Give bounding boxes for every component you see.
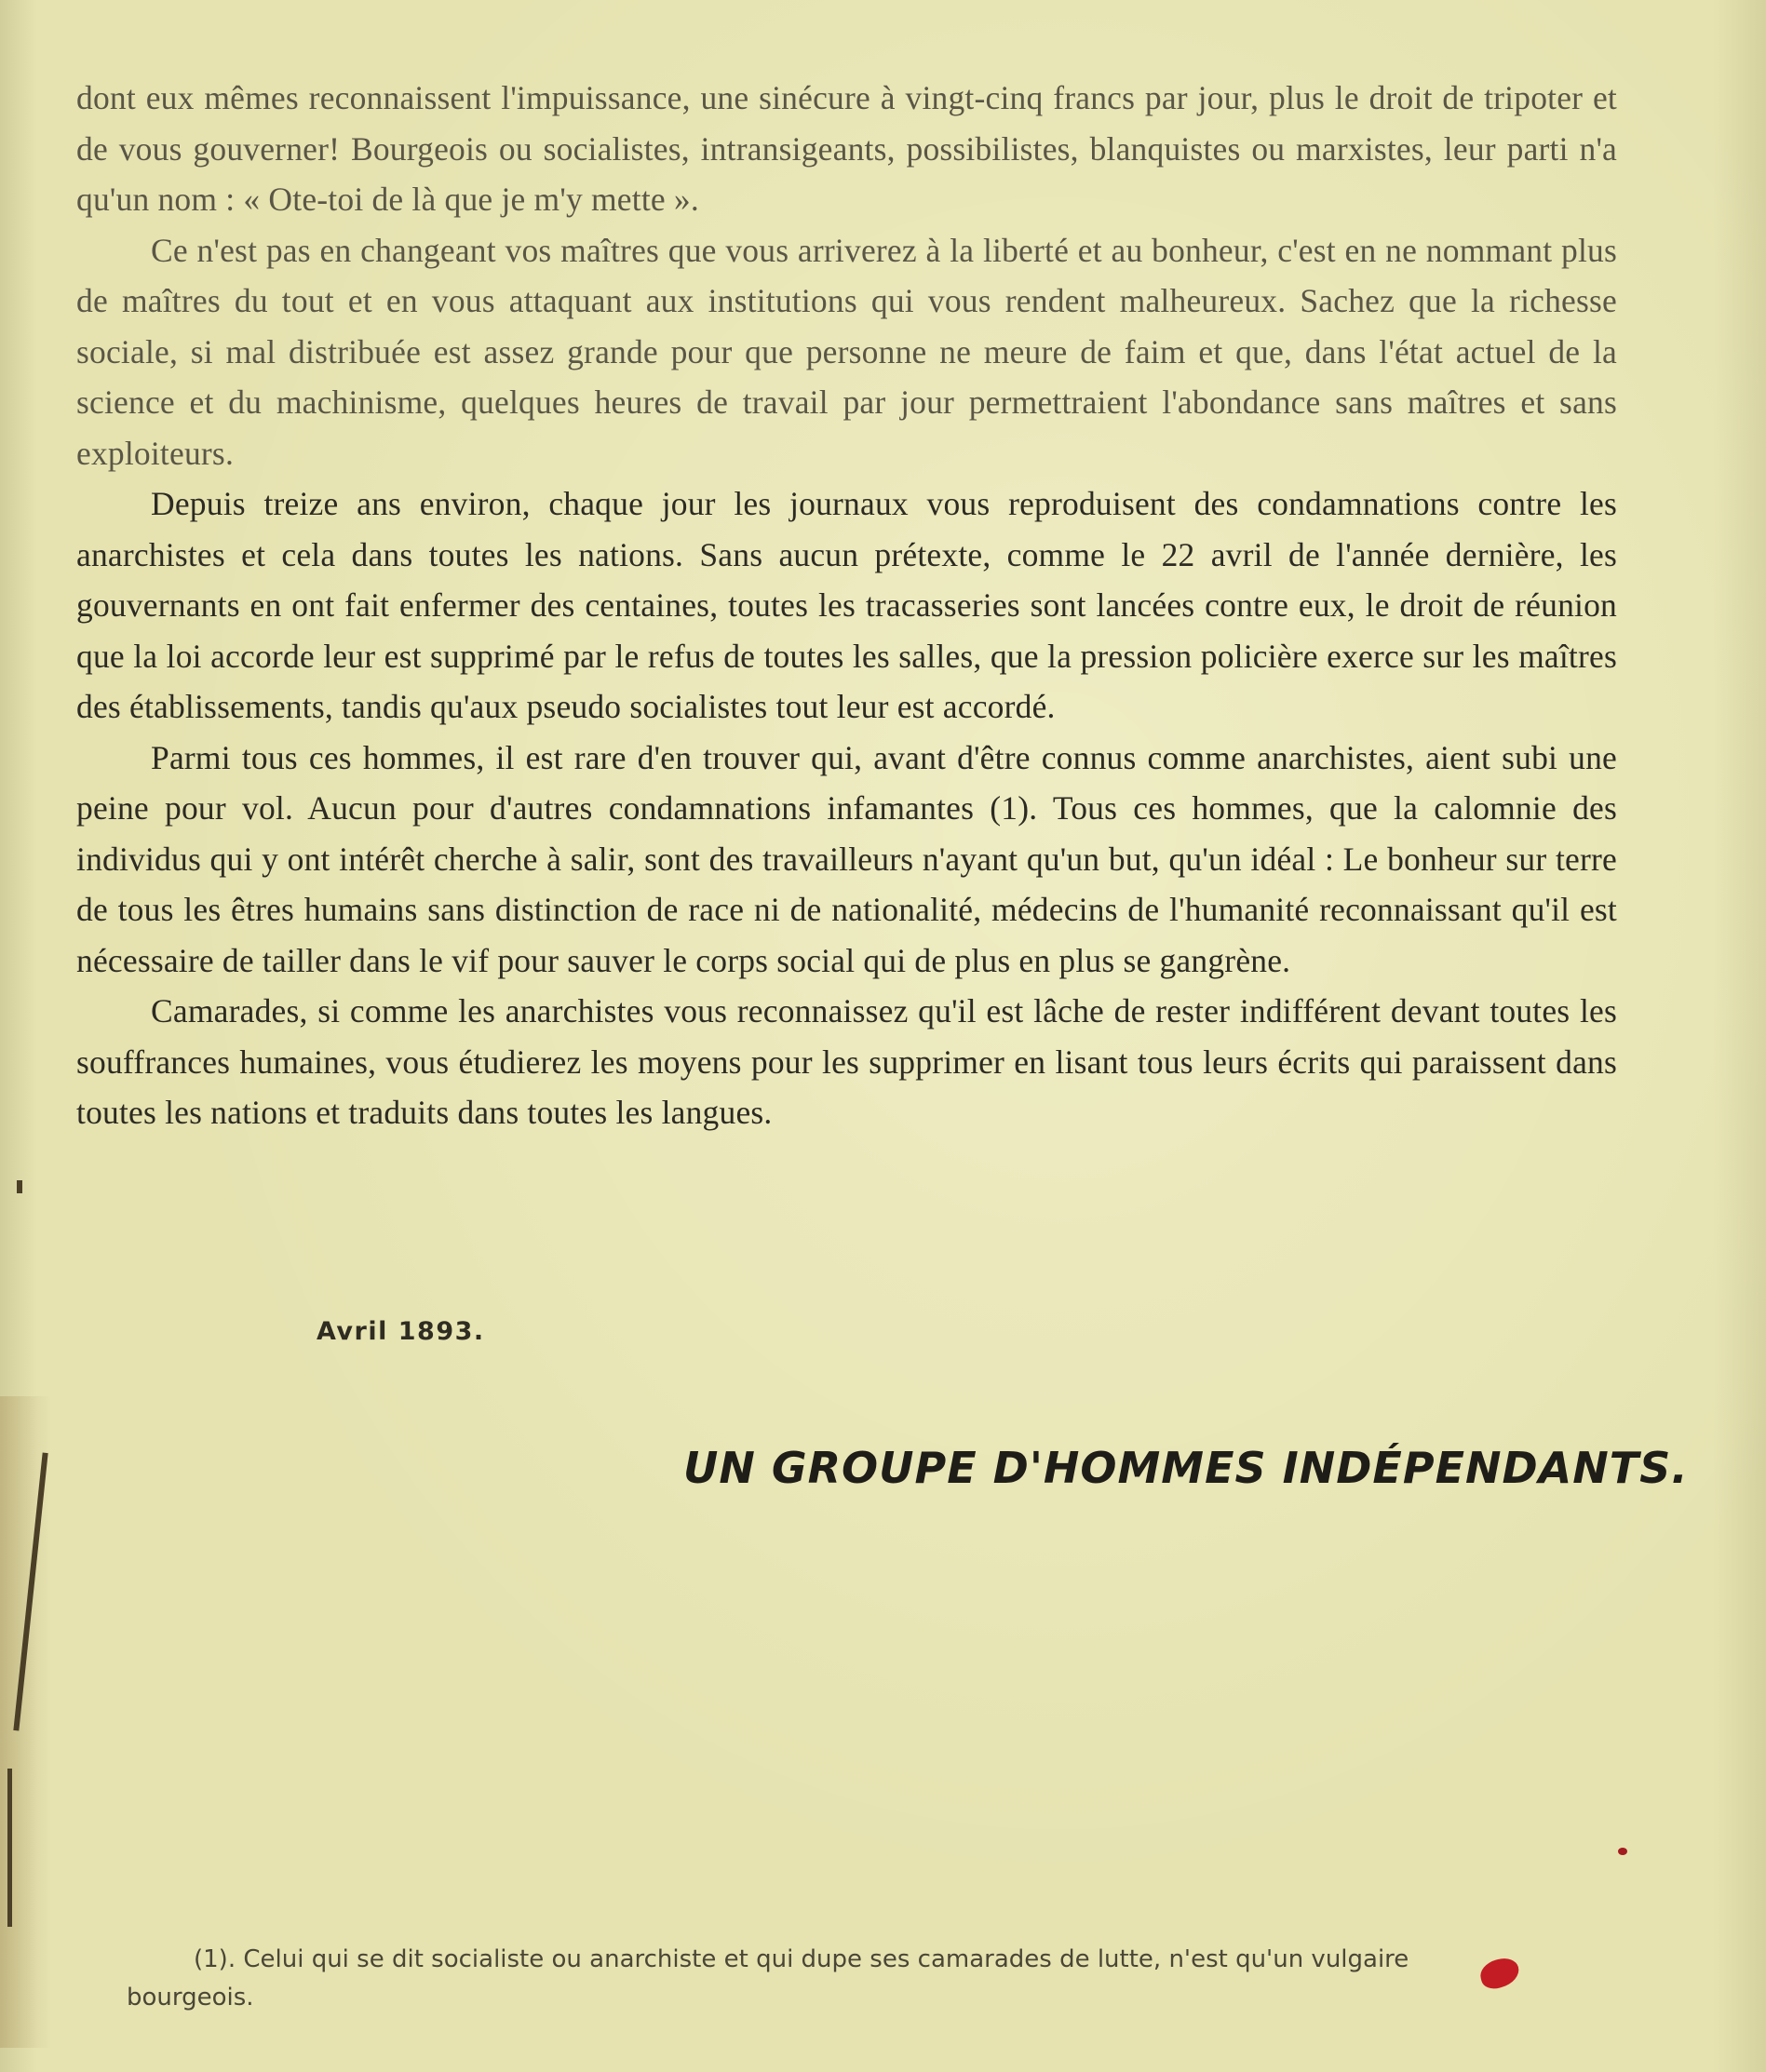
margin-tick-mark [17,1180,22,1193]
date-line: Avril 1893. [317,1317,485,1346]
footnote [127,1941,1635,2017]
paragraph-5: Camarades, si comme les anarchistes vous reconnaissez qu'il est lâche de rester indifférent devant toutes les souffrances humaines, vous étudierez les moyens pour les supprimer en lisant tous leurs écrits qui paraissent dans toutes les nations et traduits dans toutes les langues. [76,992,1617,1131]
paragraph-1: dont eux mêmes reconnaissent l'impuissance, une sinécure à vingt-cinq francs par jour, plus le droit de tripoter et de vous gouverner! Bourgeois ou socialistes, intransigeants, possibilistes, blanquistes ou marxistes, leur parti n'a qu'un nom : « Ote-toi de là que je m'y mette ». [76,79,1617,218]
paragraph-2: Ce n'est pas en changeant vos maîtres que vous arriverez à la liberté et au bonheur, c'est en ne nommant plus de maîtres du tout et en vous attaquant aux institutions qui vous rendent malheureux. Sachez que la richesse sociale, si mal distribuée est assez grande pour que personne ne meure de faim et que, dans l'état actuel de la science et du machinisme, quelques heures de travail par jour permettraient l'abondance sans maîtres et sans exploiteurs. [76,231,1617,472]
margin-torn-edge-mark-lower [7,1769,12,1927]
footnote-line-1: (1). Celui qui se dit socialiste ou anarchiste et qui dupe ses camarades de lutte, n'est qu'un vulgaire [194,1945,1409,1973]
paragraph-3: Depuis treize ans environ, chaque jour les journaux vous reproduisent des condamnations contre les anarchistes et cela dans toutes les nations. Sans aucun prétexte, comme le 22 avril de l'année dernière, les gouvernants en ont fait enfermer des centaines, toutes les tracasseries sont lancées contre eux, le droit de réunion que la loi accorde leur est supprimé par le refus de toutes les salles, que la pression policière exerce sur les maîtres des établissements, tandis qu'aux pseudo socialistes tout leur est accordé. [76,485,1617,725]
signature-line: UN GROUPE D'HOMMES INDÉPENDANTS. [683,1443,1689,1493]
ink-dot [1618,1848,1627,1855]
paragraph-4: Parmi tous ces hommes, il est rare d'en trouver qui, avant d'être connus comme anarchistes, aient subi une peine pour vol. Aucun pour d'autres condamnations infamantes (1). Tous ces hommes, que la calomnie des individus qui y ont intérêt cherche à salir, sont des travailleurs n'ayant qu'un but, qu'un idéal : Le bonheur sur terre de tous les êtres humains sans distinction de race ni de nationalité, médecins de l'humanité reconnaissant qu'il est nécessaire de tailler dans le vif pour sauver le corps social qui de plus en plus se gangrène. [76,738,1617,979]
document-body [76,73,1617,1138]
footnote-line-2: bourgeois. [127,1984,254,2011]
